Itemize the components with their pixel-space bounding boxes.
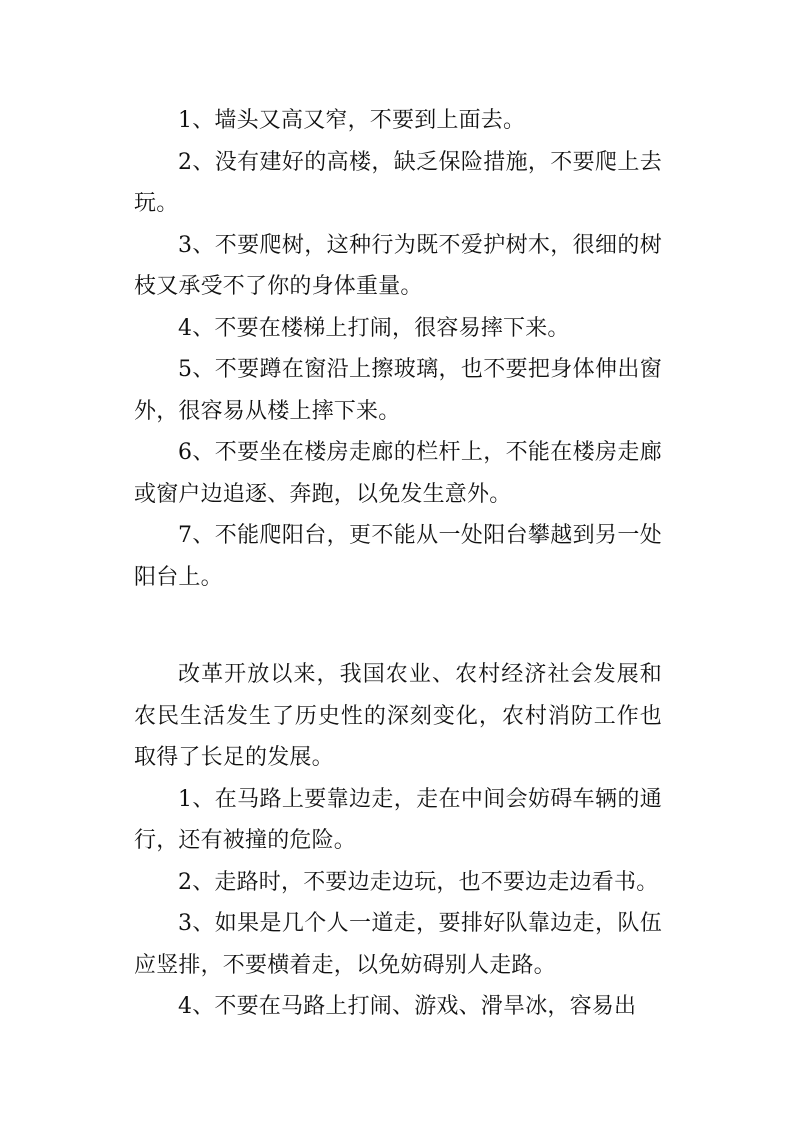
rule-paragraph: 1、在马路上要靠边走，走在中间会妨碍车辆的通行，还有被撞的危险。	[134, 786, 662, 853]
rule-paragraph: 3、如果是几个人一道走，要排好队靠边走，队伍应竖排，不要横着走，以免妨碍别人走路。	[134, 911, 662, 978]
rule-paragraph: 7、不能爬阳台，更不能从一处阳台攀越到另一处阳台上。	[134, 523, 662, 590]
section-spacer	[134, 598, 662, 654]
rule-paragraph: 4、不要在马路上打闹、游戏、滑旱冰，容易出	[178, 994, 637, 1019]
rule-paragraph: 1、墙头又高又窄，不要到上面去。	[178, 108, 526, 133]
safety-rules-section	[134, 100, 662, 598]
document-body	[134, 100, 662, 1028]
rule-paragraph: 2、没有建好的高楼，缺乏保险措施，不要爬上去玩。	[134, 149, 662, 216]
rule-paragraph: 5、不要蹲在窗沿上擦玻璃，也不要把身体伸出窗外，很容易从楼上摔下来。	[134, 357, 662, 424]
traffic-rules-section	[134, 654, 662, 1028]
rule-paragraph: 4、不要在楼梯上打闹，很容易摔下来。	[178, 315, 570, 341]
intro-paragraph: 改革开放以来，我国农业、农村经济社会发展和农民生活发生了历史性的深刻变化，农村消防工作也取得了长足的发展。	[134, 662, 662, 770]
rule-paragraph: 3、不要爬树，这种行为既不爱护树木，很细的树枝又承受不了你的身体重量。	[134, 232, 662, 299]
rule-paragraph: 6、不要坐在楼房走廊的栏杆上，不能在楼房走廊或窗户边追逐、奔跑，以免发生意外。	[134, 440, 662, 507]
rule-paragraph: 2、走路时，不要边走边玩，也不要边走边看书。	[178, 869, 659, 895]
